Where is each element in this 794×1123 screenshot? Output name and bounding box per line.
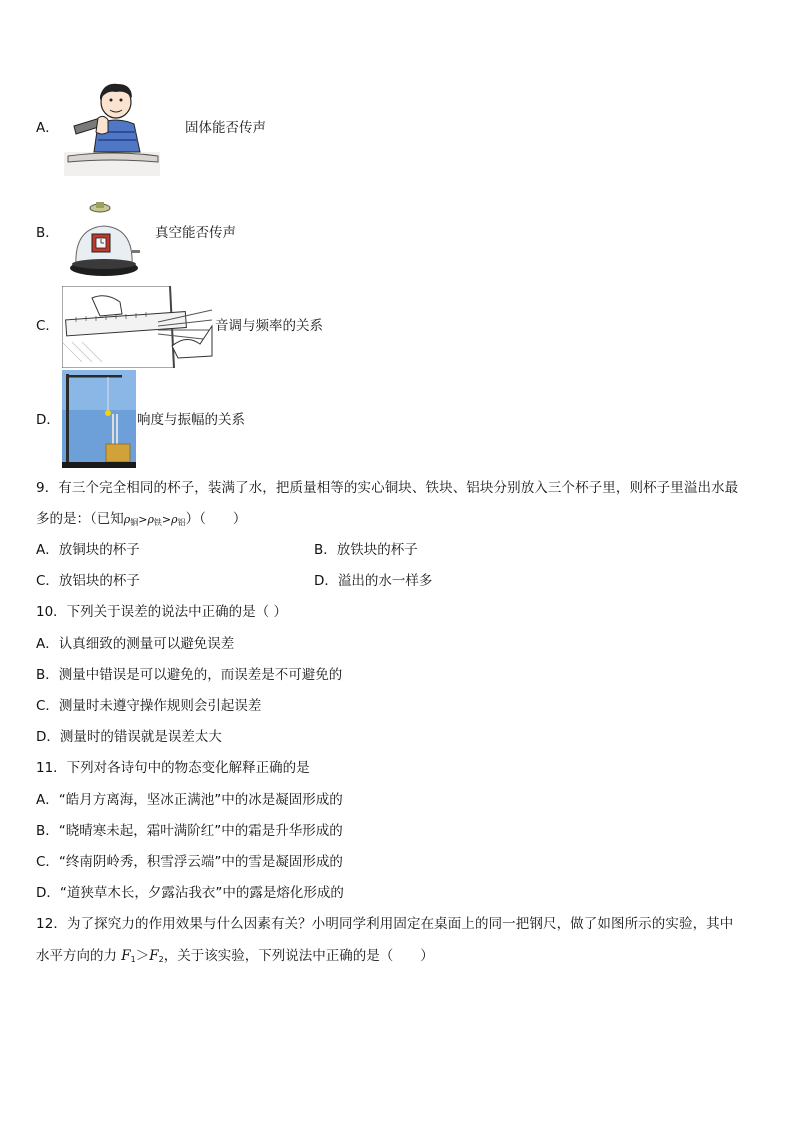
q10-option-a: A．认真细致的测量可以避免误差 xyxy=(36,636,235,652)
force-f2-subscript: 2 xyxy=(158,955,164,964)
q8-option-b-letter: B． xyxy=(36,225,59,241)
q9-stem-line2-pre: 多的是：（已知 xyxy=(36,511,124,527)
q8-option-a-letter: A． xyxy=(36,120,59,136)
q9-density-relation xyxy=(124,513,186,526)
q11-option-b: B．“晓晴寒未起，霜叶满阶红”中的霜是升华形成的 xyxy=(36,823,343,839)
q8-option-c-text: 音调与频率的关系 xyxy=(215,318,323,334)
q9-stem-line1: 9．有三个完全相同的杯子，装满了水，把质量相等的实心铜块、铁块、铝块分别放入三个杯子里，则杯子里溢出水最 xyxy=(36,480,739,496)
boy-listening-through-desk-figure xyxy=(64,80,160,176)
gt-sign: > xyxy=(161,513,172,526)
sub-copper: 铜 xyxy=(130,518,139,527)
sub-iron: 铁 xyxy=(153,518,162,527)
q12-stem-line1: 12．为了探究力的作用效果与什么因素有关？小明同学利用固定在桌面上的同一把钢尺，做了如图所示的实验，其中 xyxy=(36,916,734,932)
sub-aluminum: 铝 xyxy=(177,518,186,527)
q9-stem-line2 xyxy=(36,510,246,532)
q12-stem-line2-post: ，关于该实验，下列说法中正确的是（ ） xyxy=(163,948,434,964)
q11-stem: 11．下列对各诗句中的物态变化解释正确的是 xyxy=(36,760,310,776)
q10-stem: 10．下列关于误差的说法中正确的是（ ） xyxy=(36,604,287,620)
force-f2-symbol: F xyxy=(149,948,159,964)
q11-option-c: C．“终南阴岭秀，积雪浮云端”中的雪是凝固形成的 xyxy=(36,854,343,870)
rho-symbol: ρ xyxy=(147,513,154,526)
tuning-fork-stand-figure xyxy=(62,370,136,468)
greater-than-sign: ＞ xyxy=(135,948,150,964)
q11-option-d: D．“道狭草木长，夕露沾我衣”中的露是熔化形成的 xyxy=(36,885,344,901)
q10-option-b: B．测量中错误是可以避免的，而误差是不可避免的 xyxy=(36,667,343,683)
q9-stem-line2-post: ）（ ） xyxy=(185,511,247,527)
q8-option-d-text: 响度与振幅的关系 xyxy=(137,412,245,428)
q8-option-b-text: 真空能否传声 xyxy=(155,225,236,241)
q11-option-a: A．“皓月方离海，坚冰正满池”中的冰是凝固形成的 xyxy=(36,792,343,808)
force-f1-symbol: F xyxy=(121,948,131,964)
rho-symbol: ρ xyxy=(171,513,178,526)
rho-symbol: ρ xyxy=(123,513,131,526)
gt-sign: > xyxy=(138,513,148,526)
q8-option-c-letter: C． xyxy=(36,318,59,334)
q9-option-a: A．放铜块的杯子 xyxy=(36,542,140,558)
q8-option-a-text: 固体能否传声 xyxy=(185,120,266,136)
q9-option-d: D．溢出的水一样多 xyxy=(314,573,433,589)
q10-option-d: D．测量时的错误就是误差太大 xyxy=(36,729,222,745)
q12-stem-line2-pre: 水平方向的力 xyxy=(36,948,122,964)
q9-option-b: B．放铁块的杯子 xyxy=(314,542,418,558)
q12-stem-line2 xyxy=(36,947,434,969)
q9-option-c: C．放铝块的杯子 xyxy=(36,573,140,589)
q8-option-d-letter: D． xyxy=(36,412,60,428)
q10-option-c: C．测量时未遵守操作规则会引起误差 xyxy=(36,698,262,714)
force-f1-subscript: 1 xyxy=(130,955,136,964)
bell-jar-vacuum-figure xyxy=(68,196,140,280)
ruler-on-table-figure xyxy=(62,286,214,368)
